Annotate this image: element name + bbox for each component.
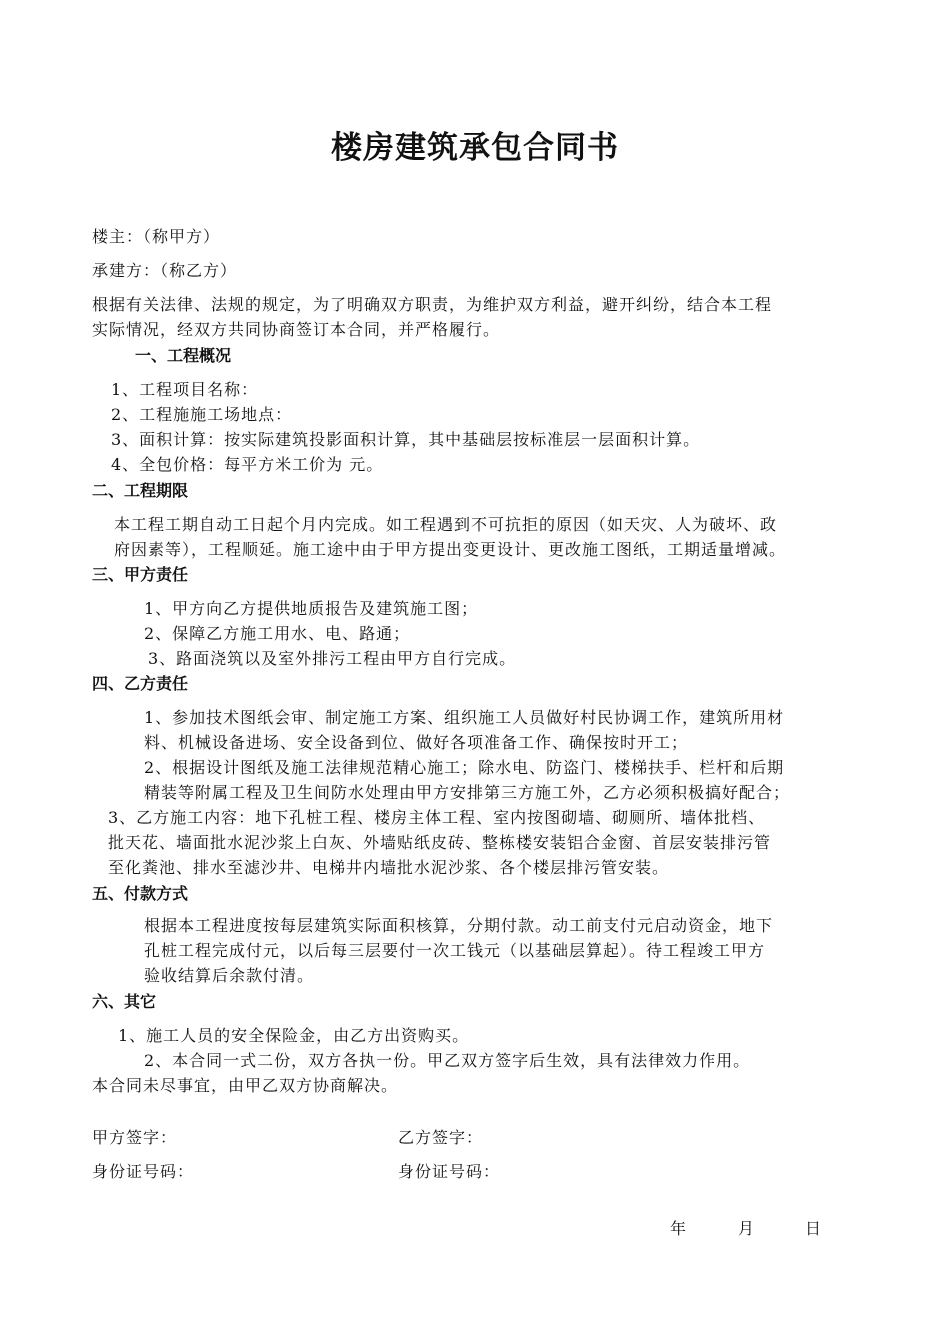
party-b-id-label: 身份证号码：: [398, 1162, 501, 1181]
overview-item: 1、工程项目名称：: [111, 380, 259, 399]
intro-line: 根据有关法律、法规的规定，为了明确双方职责，为维护双方利益，避开纠纷，结合本工程: [92, 295, 773, 314]
date-month-label: 月: [738, 1219, 755, 1238]
party-b-duty-line: 至化粪池、排水至滤沙井、电梯井内墙批水泥沙浆、各个楼层排污管安装。: [108, 858, 670, 877]
section-heading-other: 六、其它: [92, 992, 157, 1011]
party-a-line: 楼主：（称甲方）: [92, 227, 221, 246]
party-b-duty-line: 1、参加技术图纸会审、制定施工方案、组织施工人员做好村民协调工作，建筑所用材: [144, 708, 785, 727]
period-line: 本工程工期自动工日起个月内完成。如工程遇到不可抗拒的原因（如天灾、人为破坏、政: [114, 515, 778, 534]
overview-item: 2、工程施施工场地点：: [111, 405, 293, 424]
payment-line: 孔桩工程完成付元，以后每三层要付一次工钱元（以基础层算起）。待工程竣工甲方: [144, 941, 766, 960]
intro-line: 实际情况，经双方共同协商签订本合同，并严格履行。: [92, 320, 501, 339]
date-year-label: 年: [670, 1219, 687, 1238]
other-line: 1、施工人员的安全保险金，由乙方出资购买。: [118, 1026, 470, 1045]
other-line: 2、本合同一式二份，双方各执一份。甲乙双方签字后生效，具有法律效力作用。: [144, 1051, 751, 1070]
party-b-duty-line: 3、乙方施工内容：地下孔桩工程、楼房主体工程、室内按图砌墙、砌厕所、墙体批档、: [108, 808, 766, 827]
party-a-duty-item: 1、甲方向乙方提供地质报告及建筑施工图；: [144, 599, 479, 618]
section-heading-overview: 一、工程概况: [135, 346, 232, 365]
party-b-duty-line: 料、机械设备进场、安全设备到位、做好各项准备工作、确保按时开工；: [144, 733, 689, 752]
party-b-line: 承建方：（称乙方）: [92, 261, 238, 280]
party-a-duty-item: 3、路面浇筑以及室外排污工程由甲方自行完成。: [148, 649, 517, 668]
party-b-duty-line: 批天花、墙面批水泥沙浆上白灰、外墙贴纸皮砖、整栋楼安装铝合金窗、首层安装排污管: [108, 833, 772, 852]
party-a-id-label: 身份证号码：: [92, 1162, 195, 1181]
payment-line: 验收结算后余款付清。: [144, 966, 315, 985]
party-b-signature-label: 乙方签字：: [398, 1128, 484, 1147]
section-heading-party-b-duties: 四、乙方责任: [92, 674, 189, 693]
section-heading-period: 二、工程期限: [92, 481, 189, 500]
section-heading-payment: 五、付款方式: [92, 884, 189, 903]
party-b-duty-line: 精装等附属工程及卫生间防水处理由甲方安排第三方施工外，乙方必须积极搞好配合；: [144, 783, 791, 802]
period-line: 府因素等），工程顺延。施工途中由于甲方提出变更设计、更改施工图纸，工期适量增减。: [114, 540, 787, 559]
document-title: 楼房建筑承包合同书: [331, 130, 619, 166]
other-line: 本合同未尽事宜，由甲乙双方协商解决。: [92, 1076, 399, 1095]
date-day-label: 日: [805, 1219, 822, 1238]
overview-item: 4、全包价格：每平方米工价为 元。: [111, 455, 384, 474]
party-a-duty-item: 2、保障乙方施工用水、电、路通；: [144, 624, 411, 643]
party-a-signature-label: 甲方签字：: [92, 1128, 178, 1147]
payment-line: 根据本工程进度按每层建筑实际面积核算，分期付款。动工前支付元启动资金，地下: [144, 916, 774, 935]
party-b-duty-line: 2、根据设计图纸及施工法律规范精心施工；除水电、防盗门、楼梯扶手、栏杆和后期: [144, 758, 785, 777]
section-heading-party-a-duties: 三、甲方责任: [92, 565, 189, 584]
overview-item: 3、面积计算：按实际建筑投影面积计算，其中基础层按标准层一层面积计算。: [111, 430, 701, 449]
